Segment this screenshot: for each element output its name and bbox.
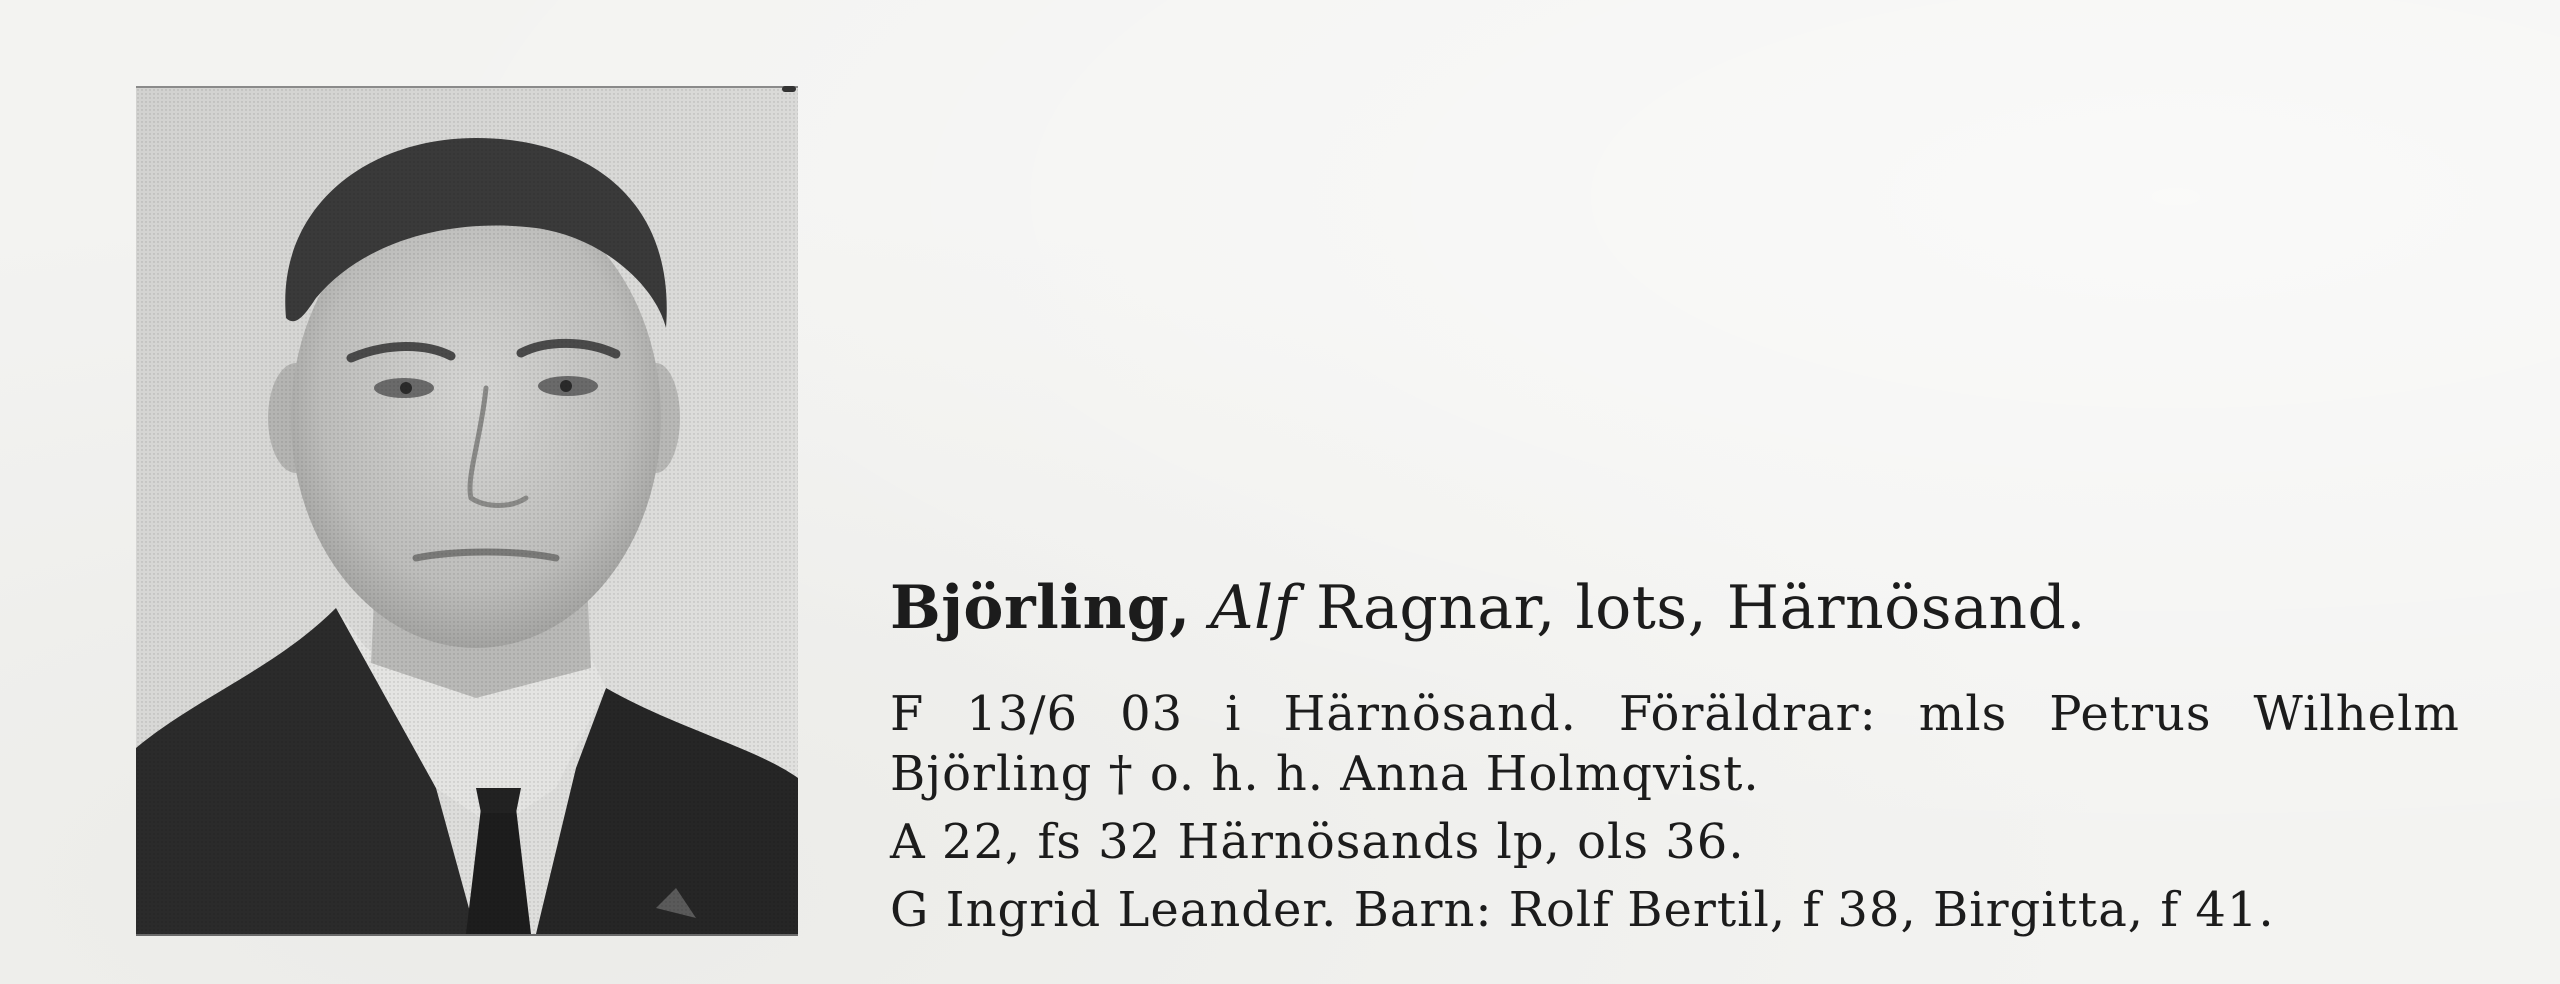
birth-word: F: [890, 686, 925, 742]
birth-line-2: Björling † o. h. h. Anna Holmqvist.: [890, 746, 1760, 802]
birth-word: Härnösand.: [1283, 686, 1577, 742]
career-line: A 22, fs 32 Härnösands lp, ols 36.: [890, 814, 1745, 870]
halftone-overlay: [136, 88, 798, 934]
birth-paragraph: [890, 684, 2460, 804]
portrait-image: [136, 88, 798, 934]
print-speck: [782, 86, 796, 92]
given-name: Alf: [1210, 573, 1297, 643]
birth-word: Föräldrar:: [1618, 686, 1877, 742]
birth-word: 03: [1120, 686, 1184, 742]
entry-heading: [890, 566, 2460, 650]
birth-line-1: [890, 684, 2460, 744]
birth-word: Wilhelm: [2253, 686, 2460, 742]
birth-word: mls: [1918, 686, 2008, 742]
portrait-photo: [136, 86, 798, 936]
birth-word: 13/6: [966, 686, 1079, 742]
heading-rest: Ragnar, lots, Härnösand.: [1316, 573, 2086, 643]
family-line: G Ingrid Leander. Barn: Rolf Bertil, f 38, Birgitta, f 41.: [890, 882, 2275, 938]
biography-entry: [890, 566, 2460, 940]
birth-word: Petrus: [2049, 686, 2212, 742]
birth-word: i: [1225, 686, 1242, 742]
surname: Björling,: [890, 573, 1191, 643]
